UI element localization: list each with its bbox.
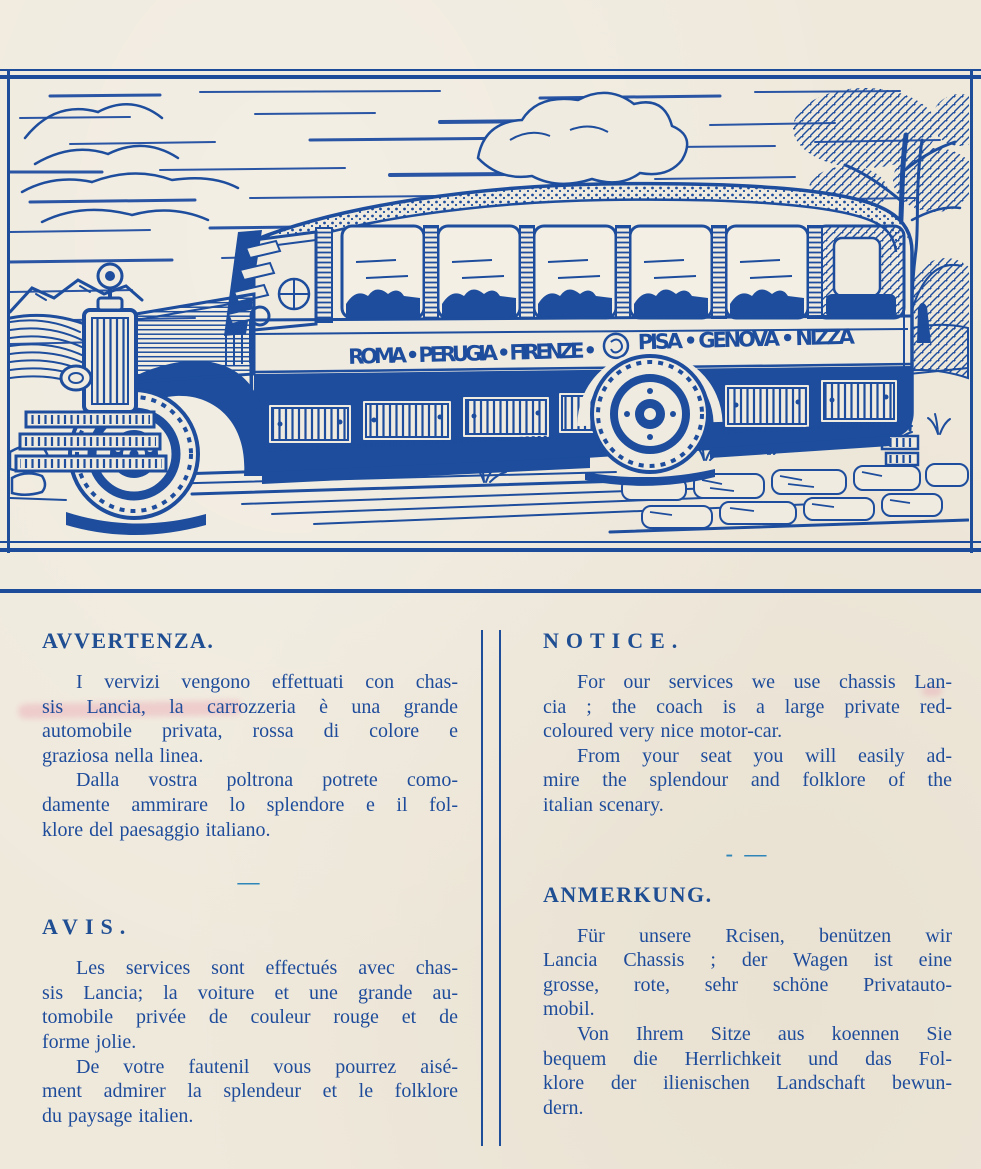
text-line: Les services sont effectués avec chas- [76,957,458,980]
rear-wheel [582,356,718,486]
frame-right-rule [970,69,973,553]
route-banner-emblem [604,334,629,359]
column-right [543,628,952,1120]
text-line: automobile privata, rossa di colore e [42,720,458,743]
text-line: dern. [543,1096,584,1119]
section-divider-dash-right: - — [725,840,770,866]
text-line: coloured very nice motor-car. [543,720,783,743]
text-line: Lancia Chassis ; der Wagen ist eine [543,949,952,972]
text-line: grosse, rote, sehr schöne Privatauto- [543,973,952,996]
cloud-scribbles-left [22,104,238,222]
stone-wall [622,464,968,528]
text-line: ment admirer la splendeur et le folklore [42,1080,458,1103]
column-divider-inner [499,630,501,1146]
text-line: forme jolie. [42,1030,137,1053]
text-line: graziosa nella linea. [42,744,204,767]
text-line: klore del paesaggio italiano. [42,818,271,841]
text-line: sis Lancia; la voiture et une grande au- [42,981,458,1004]
notice-paragraph-2 [543,744,952,818]
text-line: cia ; the coach is a large private red- [543,695,952,718]
text-line: bequem die Herrlichkeit und das Fol- [543,1047,952,1070]
text-line: klore der ilienischen Landschaft bewun- [543,1072,952,1095]
frame-top-thin-rule [0,69,981,71]
text-line: From your seat you will easily ad- [577,744,952,767]
text-line: tomobile privée de couleur rouge et de [42,1006,458,1029]
text-line: damente ammirare lo splendore e il fol- [42,793,458,816]
heading-avvertenza: AVVERTENZA. [42,628,215,653]
text-line: Für unsere Rcisen, benützen wir [577,924,952,947]
bus-illustration [10,80,969,538]
section-separator-rule [0,589,981,593]
heading-anmerkung: ANMERKUNG. [543,881,713,907]
notice-paragraph-1 [543,670,952,744]
cloud-outline-center [478,93,687,184]
text-line: For our services we use chassis Lan- [577,671,952,693]
text-line: De votre fautenil vous pourrez aisé- [76,1055,458,1078]
column-left [42,628,458,1128]
heading-avis: AVIS. [42,914,133,940]
side-lamp [61,366,91,390]
hood [136,294,254,382]
anmerkung-paragraph-1 [543,924,952,1022]
text-line: italian scenary. [543,793,664,816]
text-line: du paysage italien. [42,1104,194,1127]
avis-paragraph-1 [42,956,458,1054]
text-line: mobil. [543,998,595,1021]
frame-bottom-thick-rule [0,548,981,552]
text-line: mire the splendour and folklore of the [543,769,952,792]
front-bumper [16,412,166,471]
text-line: Dalla vostra poltrona potrete como- [76,769,458,792]
text-line: I vervizi vengono effettuati con chas- [76,671,458,693]
text-line: Von Ihrem Sitze aus koennen Sie [577,1022,952,1045]
frame-top-thick-rule [0,75,981,79]
frame-bottom-thin-rule [0,541,981,543]
text-line: sis Lancia, la carrozzeria è una grande [42,695,458,718]
route-banner-left-text: ROMA • PERUGIA • FIRENZE • [347,338,599,369]
anmerkung-paragraph-2 [543,1022,952,1120]
avvertenza-paragraph-1 [42,670,458,768]
section-divider-dash-left: — [237,869,263,895]
column-divider-outer [481,630,483,1146]
heading-notice: NOTICE. [543,628,685,653]
route-banner-right-text: PISA • GENOVA • NIZZA [637,324,857,355]
avis-paragraph-2 [42,1055,458,1129]
avvertenza-paragraph-2 [42,768,458,842]
